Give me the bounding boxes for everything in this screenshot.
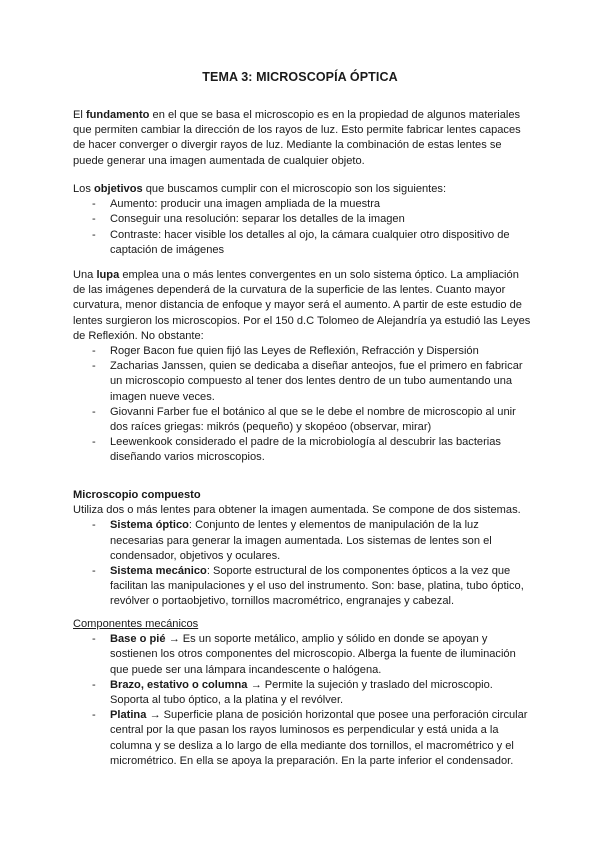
intro-paragraph xyxy=(73,108,533,169)
compound-intro: Utiliza dos o más lentes para obtener la imagen aumentada. Se compone de dos sistemas. xyxy=(73,504,521,517)
list-item: - Leewenkook considerado el padre de la microbiología al descubrir las bacterias diseñando varios microscopios. xyxy=(92,436,501,464)
lupa-bold-term: lupa xyxy=(96,269,120,281)
lupa-pre: Una xyxy=(73,269,97,281)
mechanical-components-section xyxy=(73,617,533,769)
list-item: - Zacharias Janssen, quien se dedicaba a diseñar anteojos, fue el primero en fabricar un microscopio compuesto al tener dos lentes dentro de un tubo aumentando una imagen nueve veces. xyxy=(92,360,523,403)
objectives-section xyxy=(73,182,533,258)
list-item-text: : Conjunto de lentes y elementos de manipulación de la luz necesarias para generar la imagen aumentada. Los sistemas de lentes son el condensador, objetivos y oculares. xyxy=(110,519,492,562)
objectives-pre: Los xyxy=(73,183,94,195)
lupa-section xyxy=(73,268,533,466)
list-item-term: Platina xyxy=(110,709,147,722)
list-item-text: : Soporte estructural de los componentes ópticos a la vez que facilitan las manipulaciones y el uso del instrumento. Son: base, platina, tubo óptico, revólver o portaobjetivo, tornillos macrométrico, engranajes y cabezal. xyxy=(110,565,524,608)
list-item: - Sistema mecánico: Soporte estructural de los componentes ópticos a la vez que facilitan las manipulaciones y el uso del instrumento. Son: base, platina, tubo óptico, revólver o portaobjetivo, tornillos macrométrico, engranajes y cabezal. xyxy=(92,565,524,608)
history-list xyxy=(73,344,533,466)
list-item: - Brazo, estativo o columna → Permite la sujeción y traslado del microscopio. Soporta al tubo óptico, a la platina y el revólver. xyxy=(92,678,493,707)
compound-heading: Microscopio compuesto xyxy=(73,489,201,501)
list-item: - Aumento: producir una imagen ampliada de la muestra xyxy=(92,198,381,211)
list-item: - Roger Bacon fue quien fijó las Leyes de Reflexión, Refracción y Dispersión xyxy=(92,345,479,358)
list-item-text: Leewenkook considerado el padre de la microbiología al descubrir las bacterias diseñando varios microscopios. xyxy=(110,436,501,464)
list-item-text: → Es un soporte metálico, amplio y sólido en donde se apoyan y sostienen los otros componentes del microscopio. Alberga la fuente de iluminación que puede ser una lámpara incandescente o halógena. xyxy=(110,633,516,676)
list-item: - Platina → Superficie plana de posición horizontal que posee una perforación circular central por la que pasan los rayos luminosos es perpendicular y está unida a la columna y se desliza a lo largo de ella mediante dos tornillos, el macrométrico y el micrométrico. En ella se apoya la preparación. En la parte inferior el condensador. xyxy=(92,709,528,767)
objectives-list xyxy=(73,197,533,258)
list-item-text: Roger Bacon fue quien fijó las Leyes de Reflexión, Refracción y Dispersión xyxy=(110,345,479,358)
list-item: - Giovanni Farber fue el botánico al que se le debe el nombre de microscopio al unir dos raíces griegas: mikrós (pequeño) y skopéoo (observar, mirar) xyxy=(92,405,516,434)
compound-microscope-section xyxy=(73,488,533,610)
list-item: - Conseguir una resolución: separar los detalles de la imagen xyxy=(92,213,405,226)
list-item: - Base o pié → Es un soporte metálico, amplio y sólido en donde se apoyan y sostienen los otros componentes del microscopio. Alberga la fuente de iluminación que puede ser una lámpara incandescente o halógena. xyxy=(92,633,516,676)
list-item-term: Sistema mecánico xyxy=(110,565,207,578)
intro-text: en el que se basa el microscopio es en la propiedad de algunos materiales que permiten cambiar la dirección de los rayos de luz. Esto permite fabricar lentes capaces de hacer converger o divergir rayos de luz. Mediante la combinación de estas lentes se puede generar una imagen aumentada de cualquier objeto. xyxy=(73,109,521,167)
list-item-text: Giovanni Farber fue el botánico al que se le debe el nombre de microscopio al unir dos raíces griegas: mikrós (pequeño) y skopéoo (observar, mirar) xyxy=(110,405,516,434)
list-item-text: Zacharias Janssen, quien se dedicaba a diseñar anteojos, fue el primero en fabricar un microscopio compuesto al tener dos lentes dentro de un tubo aumentando una imagen nueve veces. xyxy=(110,360,523,403)
list-item-text: Conseguir una resolución: separar los detalles de la imagen xyxy=(110,213,405,226)
objectives-text: que buscamos cumplir con el microscopio son los siguientes: xyxy=(142,183,447,195)
mechanical-heading: Componentes mecánicos xyxy=(73,618,199,630)
list-item-term: Brazo, estativo o columna xyxy=(110,678,248,691)
page-title: TEMA 3: MICROSCOPÍA ÓPTICA xyxy=(202,70,398,84)
intro-pre: El xyxy=(73,109,86,121)
lupa-text: emplea una o más lentes convergentes en un solo sistema óptico. La ampliación de las imágenes dependerá de la curvatura de la superficie de las lentes. Cuanto mayor curvatura, menor distancia de enfoque y mayor será el aumento. A partir de este estudio de lentes surgieron los microscopios. Por el 150 d.C Tolomeo de Alejandría ya estudió las Leyes de Reflexión. No obstante: xyxy=(73,269,531,342)
list-item-term: Sistema óptico xyxy=(110,519,189,532)
list-item-text: → Permite la sujeción y traslado del microscopio. Soporta al tubo óptico, a la platina y el revólver. xyxy=(110,678,493,707)
list-item: - Contraste: hacer visible los detalles al ojo, la cámara cualquier otro dispositivo de captación de imágenes xyxy=(92,228,510,256)
list-item-text: Aumento: producir una imagen ampliada de la muestra xyxy=(110,198,381,211)
list-item-text: → Superficie plana de posición horizontal que posee una perforación circular central por la que pasan los rayos luminosos es perpendicular y está unida a la columna y se desliza a lo largo de ella mediante dos tornillos, el macrométrico y el micrométrico. En ella se apoya la preparación. En la parte inferior el condensador. xyxy=(110,709,528,767)
list-item-term: Base o pié xyxy=(110,633,166,646)
list-item: - Sistema óptico: Conjunto de lentes y elementos de manipulación de la luz necesarias para generar la imagen aumentada. Los sistemas de lentes son el condensador, objetivos y oculares. xyxy=(92,519,492,562)
objectives-bold-term: objetivos xyxy=(93,183,143,195)
intro-bold-term: fundamento xyxy=(85,109,150,121)
mechanical-list xyxy=(73,632,533,769)
list-item-text: Contraste: hacer visible los detalles al ojo, la cámara cualquier otro dispositivo de captación de imágenes xyxy=(110,228,510,256)
systems-list xyxy=(73,518,533,609)
